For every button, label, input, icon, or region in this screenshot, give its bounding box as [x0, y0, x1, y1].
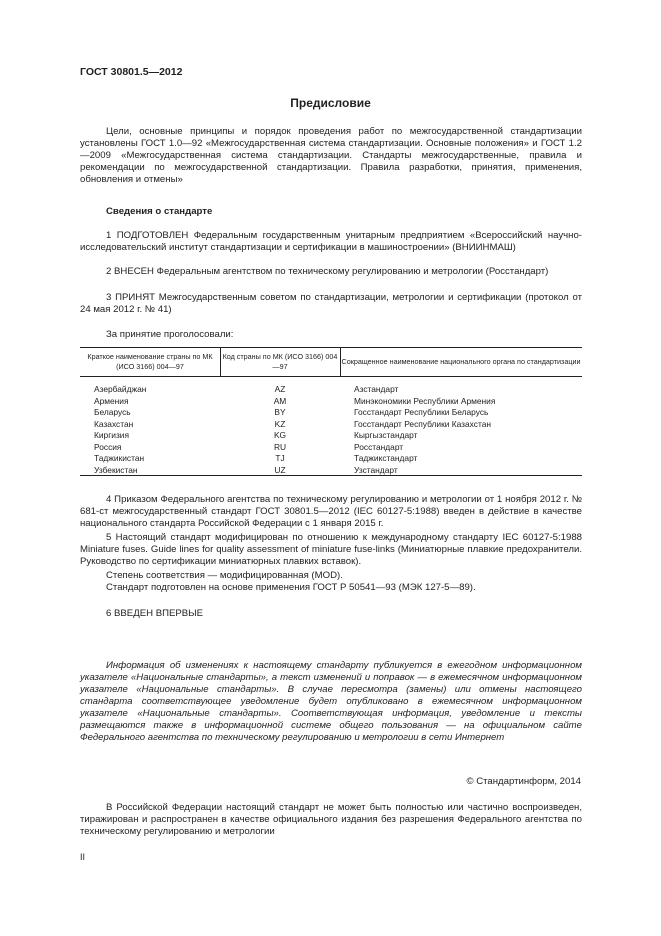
table-cell: KZ [274, 418, 286, 429]
reproduction-notice: В Российской Федерации настоящий стандарт не может быть полностью или частично воспроизведен, тиражирован и распространен в качестве официального издания без разрешения Федерального агентства по техническому регулированию и метрологии [80, 802, 582, 837]
table-cell: Госстандарт Республики Беларусь [354, 407, 489, 417]
table-cell: TJ [275, 453, 285, 463]
standard-info-heading: Сведения о стандарте [106, 206, 213, 217]
table-cell: Беларусь [94, 407, 131, 417]
table-cell: Госстандарт Республики Казахстан [354, 418, 491, 429]
table-cell: Таджикистан [94, 453, 145, 463]
copyright-notice: © Стандартинформ, 2014 [466, 776, 581, 787]
table-cell: UZ [274, 464, 286, 475]
table-cell: Минэкономики Республики Армения [354, 395, 496, 406]
table-cell: Росстандарт [354, 441, 404, 452]
table-cell: AM [273, 395, 287, 406]
table-cell: Кыргызстандарт [354, 430, 418, 440]
table-cell: KG [273, 430, 287, 440]
body-column [354, 384, 495, 476]
table-cell: Таджикстандарт [354, 453, 418, 463]
item-2-paragraph: 2 ВНЕСЕН Федеральным агентством по техническому регулированию и метрологии (Росстандарт) [106, 266, 549, 277]
section-title: Предисловие [290, 96, 371, 110]
intro-paragraph: Цели, основные принципы и порядок проведения работ по межгосударственной стандартизации установлены ГОСТ 1.0—92 «Межгосударственная система стандартизации. Основные положения» и ГОСТ 1.2—2009 «Межгосударственная система стандартизации. Стандарты межгосударственные, правила и рекомендации по межгосударственной стандартизации. Правила разработки, принятия, применения, обновления и отмены» [80, 126, 582, 185]
country-column [94, 384, 146, 476]
table-header-country: Краткое наименование страны по МК (ИСО 3166) 004—97 [80, 348, 220, 377]
voted-label: За принятие проголосовали: [106, 329, 234, 340]
item-6-paragraph: 6 ВВЕДЕН ВПЕРВЫЕ [106, 608, 204, 619]
table-cell: AZ [274, 384, 286, 394]
voting-table [80, 347, 582, 476]
table-cell: RU [273, 441, 287, 452]
changes-info-paragraph: Информация об изменениях к настоящему стандарту публикуется в ежегодном информационном указателе «Национальные стандарты», а текст изменений и поправок — в ежемесячном информационном указателе «Национальные стандарты». В случае пересмотра (замены) или отмены настоящего стандарта соответствующее уведомление будет опубликовано в ежемесячном информационном указателе «Национальные стандарты». Соответствующая информация, уведомление и тексты размещаются также в информационной системе общего пользования — на официальном сайте Федерального агентства по техническому регулированию и метрологии в сети Интернет [80, 660, 582, 743]
table-cell: Россия [94, 441, 122, 452]
table-divider [220, 348, 221, 376]
item-5-paragraph: 5 Настоящий стандарт модифицирован по отношению к международному стандарту IEC 60127-5:1988 Miniature fuses. Guide lines for quality assessment of miniature fuse-links (Миниатюрные плавкие предохранители. Руководство по сертификации миниатюрных плавких вставок). [80, 532, 582, 567]
table-cell: Азербайджан [94, 384, 147, 394]
table-header-code: Код страны по МК (ИСО 3166) 004—97 [220, 348, 340, 377]
page-number: II [80, 852, 86, 862]
document-header: ГОСТ 30801.5—2012 [80, 66, 183, 78]
table-cell: Азстандарт [354, 384, 399, 394]
table-cell: Узбекистан [94, 464, 138, 475]
table-cell: BY [274, 407, 286, 417]
table-cell: Армения [94, 395, 129, 406]
code-column [220, 384, 340, 476]
table-divider [340, 348, 341, 376]
item-5-conformity: Степень соответствия — модифицированная (MOD). [106, 570, 343, 581]
table-cell: Узстандарт [354, 464, 398, 475]
item-3-paragraph: 3 ПРИНЯТ Межгосударственным советом по стандартизации, метрологии и сертификации (протокол от 24 мая 2012 г. № 41) [80, 292, 582, 315]
item-5-basis: Стандарт подготовлен на основе применения ГОСТ Р 50541—93 (МЭК 127-5—89). [106, 582, 476, 593]
table-cell: Киргизия [94, 430, 130, 440]
table-header-body: Сокращенное наименование национального органа по стандартизации [340, 348, 582, 377]
item-4-paragraph: 4 Приказом Федерального агентства по техническому регулированию и метрологии от 1 ноября 2012 г. № 681-ст межгосударственный стандарт ГОСТ 30801.5—2012 (IEC 60127-5:1988) введен в действие в качестве национального стандарта Российской Федерации с 1 января 2015 г. [80, 494, 582, 529]
item-1-paragraph: 1 ПОДГОТОВЛЕН Федеральным государственным унитарным предприятием «Всероссийский научно-исследовательский институт стандартизации и сертификации в машиностроении» (ВНИИНМАШ) [80, 230, 582, 253]
table-cell: Казахстан [94, 418, 134, 429]
